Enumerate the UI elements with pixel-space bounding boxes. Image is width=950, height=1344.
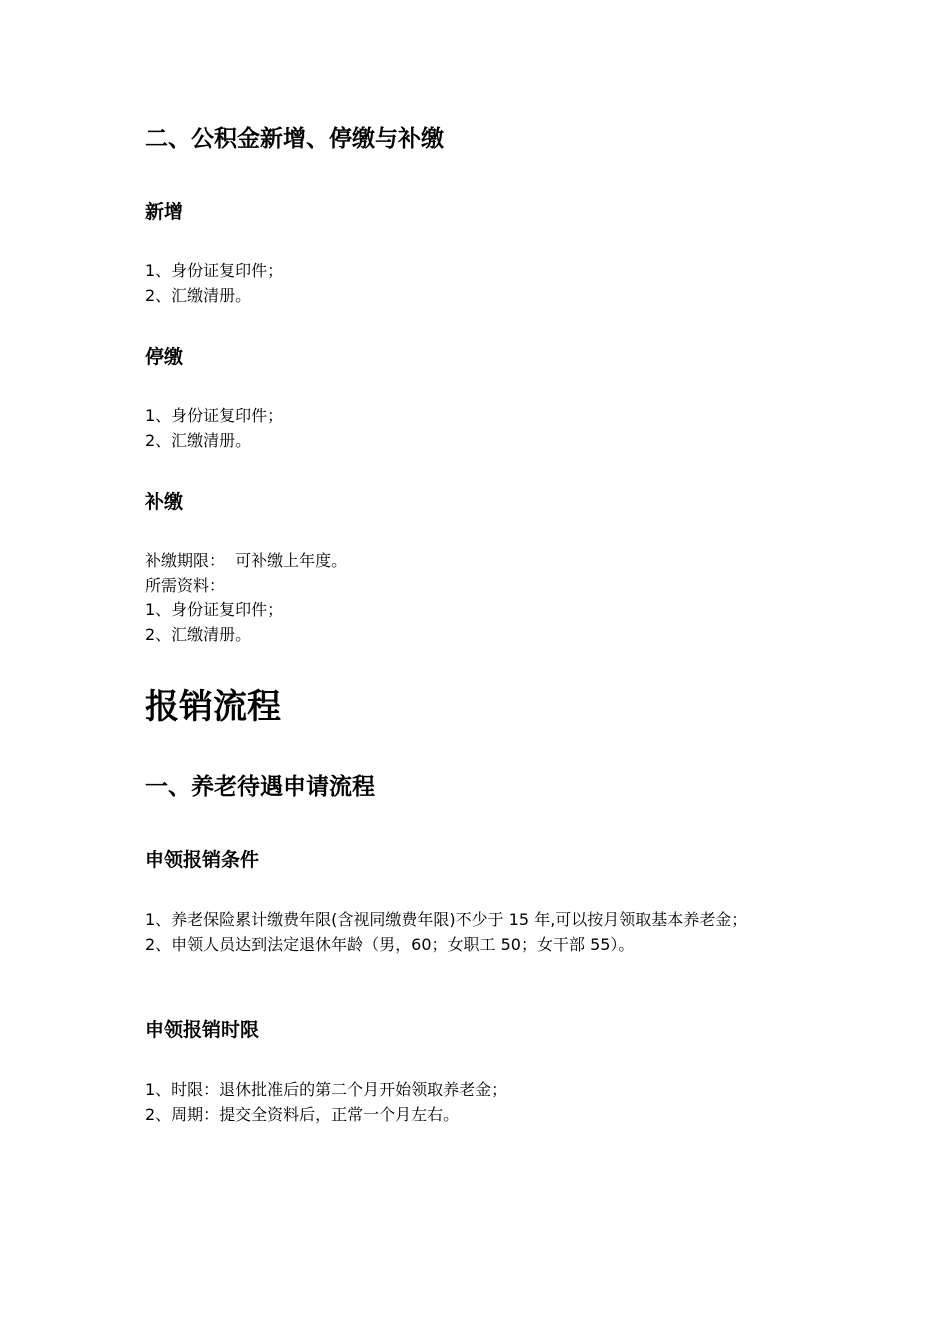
list-item: 2、汇缴清册。 (145, 624, 252, 644)
list-item: 1、身份证复印件； (145, 600, 284, 619)
list-item: 2、汇缴清册。 (145, 285, 252, 305)
materials-label: 所需资料： (145, 575, 226, 595)
section-heading-fund: 二、公积金新增、停缴与补缴 (145, 126, 444, 152)
list-item: 2、汇缴清册。 (145, 430, 252, 450)
chapter-title-reimburse: 报销流程 (145, 687, 281, 727)
supplement-details (145, 549, 815, 647)
subheading-add: 新增 (145, 201, 184, 223)
timelimit-list (145, 1078, 815, 1127)
section-heading-pension: 一、养老待遇申请流程 (145, 774, 375, 800)
list-item: 1、身份证复印件； (145, 261, 284, 280)
list-item: 2、申领人员达到法定退休年龄（男，60；女职工 50；女干部 55）。 (145, 934, 635, 954)
stop-materials-list (145, 404, 815, 453)
list-item: 1、身份证复印件； (145, 406, 284, 425)
conditions-list (145, 908, 815, 957)
add-materials-list (145, 259, 815, 308)
list-item: 1、时限：退休批准后的第二个月开始领取养老金； (145, 1080, 508, 1099)
subheading-stop: 停缴 (145, 346, 184, 368)
subheading-conditions: 申领报销条件 (145, 849, 260, 871)
subheading-supplement: 补缴 (145, 491, 184, 513)
list-item: 2、周期：提交全资料后，正常一个月左右。 (145, 1104, 460, 1124)
subheading-timelimit: 申领报销时限 (145, 1019, 260, 1041)
list-item: 1、养老保险累计缴费年限(含视同缴费年限)不少于 15 年,可以按月领取基本养老金； (145, 910, 748, 929)
supplement-period: 补缴期限： 可补缴上年度。 (145, 551, 348, 570)
